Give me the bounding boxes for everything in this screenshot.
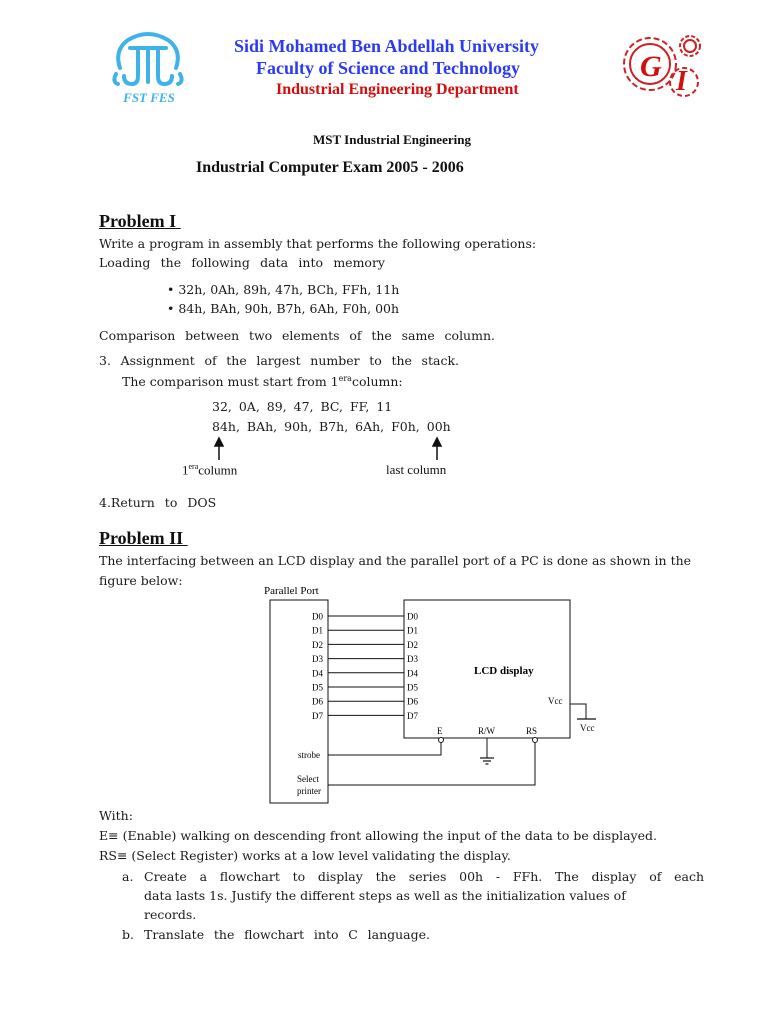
program-title: MST Industrial Engineering	[313, 132, 471, 147]
data-row-1: 32, 0A, 89, 47, BC, FF, 11	[212, 399, 393, 414]
problem2-heading: Problem II	[99, 528, 188, 548]
lcd-pin-d7: D7	[407, 710, 418, 721]
item-a-marker: a.	[122, 869, 134, 884]
port-pin-d2: D2	[312, 639, 323, 650]
problem1-intro: Write a program in assembly that performs the following operations:	[99, 236, 537, 251]
pin-rw-label: R/W	[478, 726, 495, 736]
department-name: Industrial Engineering Department	[276, 81, 519, 98]
lcd-pin-labels	[407, 612, 418, 721]
last-column-label: last column	[386, 462, 447, 477]
vcc-outside-label: Vcc	[580, 723, 595, 733]
parallel-port-label: Parallel Port	[264, 585, 319, 597]
lcd-pin-d1: D1	[407, 625, 418, 636]
problem1-step-4: 4.Return to DOS	[99, 495, 217, 510]
faculty-name: Faculty of Science and Technology	[256, 58, 521, 78]
pin-e-label: E	[437, 726, 443, 736]
lcd-pin-d2: D2	[407, 639, 418, 650]
data-bullet-2: • 84h, BAh, 90h, B7h, 6Ah, F0h, 00h	[167, 301, 400, 316]
data-bus-lines	[328, 616, 404, 715]
exam-title: Industrial Computer Exam 2005 - 2006	[196, 159, 464, 176]
data-row-2: 84h, BAh, 90h, B7h, 6Ah, F0h, 00h	[212, 419, 451, 434]
problem2-intro-line2: figure below:	[99, 573, 183, 588]
gi-logo-i: I	[676, 66, 687, 97]
port-pin-d3: D3	[312, 654, 323, 665]
pin-rs-label: RS	[526, 726, 538, 736]
item-a-line1: Create a flowchart to display the series 00h - FFh. The display of each	[144, 869, 704, 884]
first-column-label-pre: 1	[182, 462, 189, 478]
comparison-note-post: column:	[351, 374, 403, 390]
port-pin-d1: D1	[312, 625, 323, 636]
problem1-step-compare: Comparison between two elements of the same column.	[99, 328, 495, 343]
problem1-step-3: 3. Assignment of the largest number to the stack.	[99, 353, 459, 368]
lcd-pin-d3: D3	[407, 654, 418, 665]
port-pin-labels	[312, 612, 323, 721]
first-column-label-sup: era	[188, 462, 199, 471]
e-pin-circle	[439, 738, 444, 743]
e-definition: E≡ (Enable) walking on descending front allowing the input of the data to be displayed.	[99, 828, 657, 843]
gi-logo-g: G	[640, 50, 662, 83]
select-printer-line	[328, 743, 535, 785]
data-bullet-1: • 32h, 0Ah, 89h, 47h, BCh, FFh, 11h	[167, 282, 400, 297]
item-b-marker: b.	[122, 927, 134, 942]
with-label: With:	[99, 808, 133, 823]
ground-icon	[480, 758, 494, 764]
vcc-inside-label: Vcc	[548, 696, 563, 706]
rs-pin-circle	[533, 738, 538, 743]
printer-label: printer	[297, 786, 321, 796]
problem1-heading: Problem I	[99, 211, 181, 231]
rs-definition: RS≡ (Select Register) works at a low level validating the display.	[99, 848, 511, 863]
lcd-pin-d6: D6	[407, 696, 418, 707]
first-column-label-post: column	[198, 462, 238, 478]
vcc-line	[570, 704, 586, 719]
strobe-label: strobe	[298, 750, 320, 760]
fst-logo-text: FST FES	[123, 90, 175, 105]
select-label: Select	[297, 774, 319, 784]
problem2-intro-line1: The interfacing between an LCD display and the parallel port of a PC is done as shown in the	[99, 553, 692, 568]
strobe-line	[328, 743, 441, 755]
port-pin-d6: D6	[312, 696, 323, 707]
lcd-pin-d4: D4	[407, 668, 418, 679]
problem1-step-load: Loading the following data into memory	[99, 255, 385, 270]
comparison-note-pre: The comparison must start from 1	[122, 374, 339, 390]
university-name: Sidi Mohamed Ben Abdellah University	[234, 36, 540, 56]
item-a-line3: records.	[144, 907, 197, 922]
lcd-pin-d0: D0	[407, 611, 418, 622]
lcd-pin-d5: D5	[407, 682, 418, 693]
item-b-text: Translate the flowchart into C language.	[144, 927, 430, 942]
port-pin-d0: D0	[312, 611, 323, 622]
port-pin-d5: D5	[312, 682, 323, 693]
lcd-display-label: LCD display	[474, 665, 534, 677]
item-a-line2: data lasts 1s. Justify the different steps as well as the initialization values of	[144, 888, 626, 903]
comparison-note-sup: era	[338, 374, 352, 383]
port-pin-d4: D4	[312, 668, 323, 679]
port-pin-d7: D7	[312, 710, 323, 721]
